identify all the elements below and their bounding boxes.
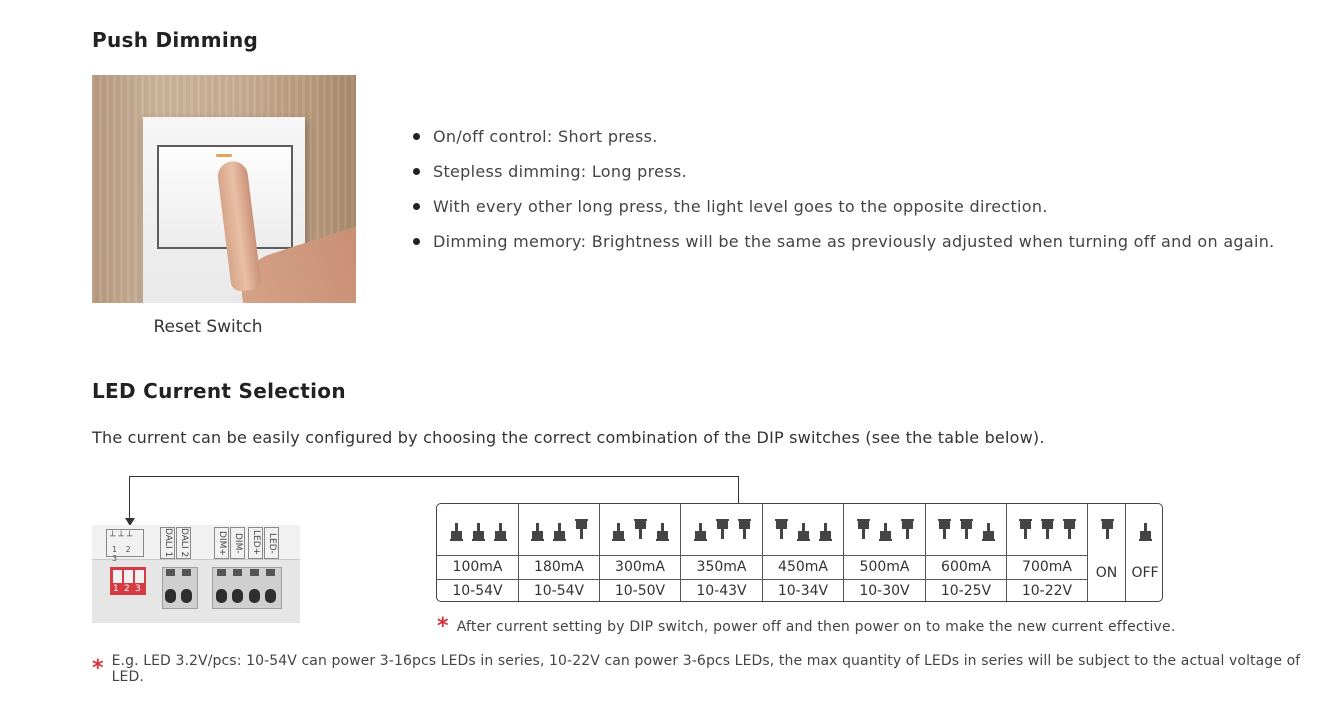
- dip-table-column: [519, 504, 600, 601]
- dip-switch-up-icon: [938, 519, 951, 541]
- dip-symbol-group: [763, 504, 843, 554]
- legend-label: ON: [1095, 565, 1118, 581]
- current-value: 180mA: [519, 555, 599, 579]
- voltage-range: 10-30V: [844, 579, 925, 602]
- current-value: 300mA: [600, 555, 680, 579]
- legend-label: OFF: [1131, 565, 1159, 581]
- legend-on-column: [1088, 504, 1126, 601]
- dip-table-column: [763, 504, 844, 601]
- led-current-heading: LED Current Selection: [92, 379, 346, 403]
- dip-switch-up-icon: [857, 519, 870, 541]
- note-after-setting: [437, 614, 1176, 639]
- reset-switch-caption: Reset Switch: [153, 317, 263, 337]
- push-dimming-heading: Push Dimming: [92, 28, 259, 52]
- voltage-range: 10-54V: [519, 579, 599, 602]
- current-value: 500mA: [844, 555, 925, 579]
- dip-switch-up-icon: [575, 519, 588, 541]
- connector-arrow-stem: [129, 503, 130, 519]
- terminal-screw-icon: [216, 589, 227, 603]
- terminal-screw-icon: [232, 589, 243, 603]
- dip-switch-down-icon: [494, 519, 507, 541]
- terminal-screw-icon: [265, 589, 276, 603]
- switch-indicator: [216, 154, 232, 157]
- label-dim-plus: DIM+: [214, 527, 229, 559]
- terminal-screw-icon: [249, 589, 260, 603]
- dip-symbol-group: [437, 504, 518, 554]
- current-value: 600mA: [926, 555, 1006, 579]
- dip-switch-up-icon: [960, 519, 973, 541]
- legend-off-column: [1126, 504, 1163, 601]
- label-led-minus: LED-: [264, 527, 279, 559]
- dip-symbol-group: [844, 504, 925, 554]
- asterisk-icon: *: [92, 656, 104, 681]
- dip-symbol-group: [1007, 504, 1087, 554]
- label-dali1: DALI 1: [160, 527, 175, 559]
- dip-switch-up-icon: [716, 519, 729, 541]
- connector-line: [129, 476, 739, 504]
- voltage-range: 10-50V: [600, 579, 680, 602]
- bullet-item: Dimming memory: Brightness will be the same as previously adjusted when turning off and on again.: [410, 230, 1275, 265]
- push-dimming-bullets: [410, 125, 1275, 265]
- voltage-range: 10-43V: [681, 579, 762, 602]
- dip-switch-down-icon: [819, 519, 832, 541]
- bullet-item: On/off control: Short press.: [410, 125, 1275, 160]
- current-value: 100mA: [437, 555, 518, 579]
- voltage-range: 10-54V: [437, 579, 518, 602]
- current-value: 450mA: [763, 555, 843, 579]
- dip-switch-down-icon: [1139, 519, 1152, 541]
- dip-number-2: 2: [124, 584, 130, 594]
- current-value: 700mA: [1007, 555, 1087, 579]
- controller-module: [92, 525, 300, 623]
- dip-number-1: 1: [113, 584, 119, 594]
- dip-table-column: [926, 504, 1007, 601]
- dip-switch-up-icon: [775, 519, 788, 541]
- note-text: After current setting by DIP switch, power off and then power on to make the new current effective.: [456, 619, 1176, 635]
- dip-switch-down-icon: [656, 519, 669, 541]
- dip-switch-table: [436, 503, 1163, 602]
- dip-switch-down-icon: [982, 519, 995, 541]
- voltage-range: 10-22V: [1007, 579, 1087, 602]
- dip-switch-up-icon: [1019, 519, 1032, 541]
- dip-table-column: [1007, 504, 1088, 601]
- dip-switch-up-icon: [1041, 519, 1054, 541]
- reset-switch-photo: [92, 75, 356, 303]
- dip-symbol-group: [926, 504, 1006, 554]
- dip-switch-down-icon: [879, 519, 892, 541]
- label-dali2: DALI 2: [176, 527, 191, 559]
- label-dim-minus: DIM-: [230, 527, 245, 559]
- dip-switch-up-icon: [634, 519, 647, 541]
- bullet-item: Stepless dimming: Long press.: [410, 160, 1275, 195]
- dip-switch-down-icon: [450, 519, 463, 541]
- dip-table-column: [681, 504, 763, 601]
- module-label-strip: [92, 525, 300, 563]
- dip-print-label: ┴┴┴ 1 2 3: [106, 529, 144, 557]
- dip-switch-down-icon: [694, 519, 707, 541]
- dip-table-column: [844, 504, 926, 601]
- voltage-range: 10-25V: [926, 579, 1006, 602]
- terminal-screw-icon: [181, 589, 192, 603]
- label-led-plus: LED+: [248, 527, 263, 559]
- dip-switch-up-icon: [901, 519, 914, 541]
- led-current-description: The current can be easily configured by choosing the correct combination of the DIP switches (see the table below).: [92, 428, 1045, 447]
- dip-switch-up-icon: [1101, 519, 1114, 541]
- dip-switch-up-icon: [1063, 519, 1076, 541]
- bullet-item: With every other long press, the light level goes to the opposite direction.: [410, 195, 1275, 230]
- terminal-screw-icon: [165, 589, 176, 603]
- dip-switch-down-icon: [531, 519, 544, 541]
- dip-symbol-group: [681, 504, 762, 554]
- note-example: [92, 653, 1321, 685]
- dip-switch-down-icon: [797, 519, 810, 541]
- asterisk-icon: *: [437, 614, 449, 639]
- dip-symbol-group: [600, 504, 680, 554]
- dip-table-column: [600, 504, 681, 601]
- dip-switch-block[interactable]: [110, 567, 146, 595]
- dip-switch-down-icon: [612, 519, 625, 541]
- voltage-range: 10-34V: [763, 579, 843, 602]
- dip-table-column: [437, 504, 519, 601]
- dip-switch-up-icon: [738, 519, 751, 541]
- dip-number-3: 3: [135, 584, 141, 594]
- current-value: 350mA: [681, 555, 762, 579]
- dip-symbol-group: [519, 504, 599, 554]
- dip-switch-down-icon: [553, 519, 566, 541]
- dip-switch-down-icon: [472, 519, 485, 541]
- note-text: E.g. LED 3.2V/pcs: 10-54V can power 3-16pcs LEDs in series, 10-22V can power 3-6pcs LEDs, the max quantity of LEDs in series will be subject to the actual voltage of LED.: [111, 653, 1301, 685]
